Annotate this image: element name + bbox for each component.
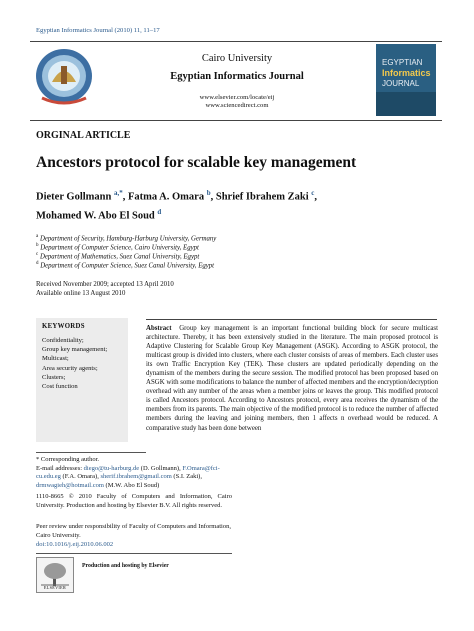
affiliation: $^b$ Department of Computer Science, Cairo University, Egypt <box>36 243 199 252</box>
footnote-divider <box>36 452 146 453</box>
sciencedirect-url[interactable]: www.sciencedirect.com <box>205 102 269 109</box>
article-title: Ancestors protocol for scalable key management <box>36 154 357 171</box>
abstract <box>146 324 438 433</box>
hosting-statement: Production and hosting by Elsevier <box>82 563 169 569</box>
doi-link[interactable]: doi:10.1016/j.eij.2010.06.002 <box>36 541 114 548</box>
email-link[interactable]: sherif.ibrahem@gmail.com <box>100 473 172 481</box>
running-journal-citation: Egyptian Informatics Journal (2010) 11, 11–17 <box>36 27 160 34</box>
author-name: Mohamed W. Abo El Soud <box>36 210 155 221</box>
university-name: Cairo University <box>201 53 273 64</box>
author-name: Shrief Ibrahem Zaki <box>215 191 309 203</box>
author-affiliation-marker[interactable]: a,* <box>113 189 123 197</box>
article-type: ORGINAL ARTICLE <box>36 130 131 141</box>
elsevier-divider <box>36 553 232 554</box>
footnote <box>36 456 232 490</box>
keyword: Area security agents; <box>42 364 98 372</box>
keywords-list <box>42 336 107 391</box>
received-date: Received November 2009; accepted 13 April 2010 <box>36 281 174 288</box>
journal-url[interactable]: www.elsevier.com/locate/eij <box>199 94 275 101</box>
keyword: Multicast; <box>42 355 69 363</box>
abstract-text: Group key management is an important functional building block for secure multicast architecture. Thereby, it has been extensively studied in the literature. The main proposed protocol is Adaptive Clustering for Scalable Group Key Management (ASGK). According to ASGK protocol, the multicast group is divided into clusters, where each cluster consists of areas of members. Each cluster uses its own Traffic Encryption Key (TEK). These clusters are updated periodically depending on the dynamism of the members during the secure session. The modified protocol has been proposed based on ASGK with some modifications to balance the number of affected members and the encryption/decryption overhead with any number of the areas when a member joins or leaves the group. This modified protocol is called Ancestors protocol. According to Ancestors protocol, every area receives the dynamism of the members from its parents. The main objective of the modified protocol is to reduce the number of affected members during the leaving and joining members, then 1 affects n overhead would be reduced. A comparative study has been done between <box>146 325 438 432</box>
keyword: Clusters; <box>42 373 66 381</box>
affiliation: $^a$ Department of Security, Hamburg-Harburg University, Germany <box>36 234 217 243</box>
keywords-heading: KEYWORDS <box>42 323 85 330</box>
cover-text: EGYPTIAN <box>382 58 423 67</box>
keywords-box <box>36 318 128 442</box>
elsevier-wordmark: ELSEVIER <box>43 585 67 590</box>
author-list: Dieter Gollmann $^{a,*}$, Fatma A. Omara $^b$, Shrief Ibrahem Zaki $^c$, Mohamed W. Abo El Soud $^d$ <box>36 189 317 221</box>
cover-text: JOURNAL <box>382 79 420 88</box>
corresponding-author-note: * Corresponding author. <box>36 456 100 463</box>
author-affiliation-marker[interactable]: d <box>157 207 162 216</box>
author-affiliation-marker[interactable]: c <box>311 189 315 197</box>
copyright-notice: 1110-8665 © 2010 Faculty of Computers and Information, Cairo University. Production and hosting by Elsevier B.V. All rights reserved. <box>36 493 232 509</box>
email-addresses: E-mail addresses: diego@tu-harburg.de (D. Gollmann), F.Omara@fci-cu.edu.eg (F.A. Omara), sherif.ibrahem@gmail.com (S.I. Zaki), drmwagieh@hotmail.com (M.W. Abo El Soud) <box>36 464 220 489</box>
author-name: Dieter Gollmann <box>36 191 112 203</box>
affiliation: $^c$ Department of Mathematics, Suez Canal University, Egypt <box>36 252 200 261</box>
affiliation: $^d$ Department of Computer Science, Suez Canal University, Egypt <box>36 261 215 270</box>
author-affiliation-marker[interactable]: b <box>206 189 211 197</box>
email-link[interactable]: F.Omara@fci-cu.edu.eg <box>36 464 220 481</box>
peer-review-note: Peer review under responsibility of Faculty of Computers and Information, Cairo University. <box>36 523 231 539</box>
cover-text: Informatics <box>382 68 431 78</box>
email-link[interactable]: drmwagieh@hotmail.com <box>36 481 104 489</box>
abstract-label: Abstract <box>146 325 172 332</box>
journal-name: Egyptian Informatics Journal <box>170 71 304 82</box>
online-date: Available online 13 August 2010 <box>36 290 126 297</box>
author-name: Fatma A. Omara <box>127 191 205 203</box>
keyword: Confidentiality; <box>42 337 84 344</box>
keyword: Cost function <box>42 383 78 391</box>
keyword: Group key management; <box>42 346 108 354</box>
abstract-divider <box>146 319 437 320</box>
email-link[interactable]: diego@tu-harburg.de <box>83 464 140 472</box>
